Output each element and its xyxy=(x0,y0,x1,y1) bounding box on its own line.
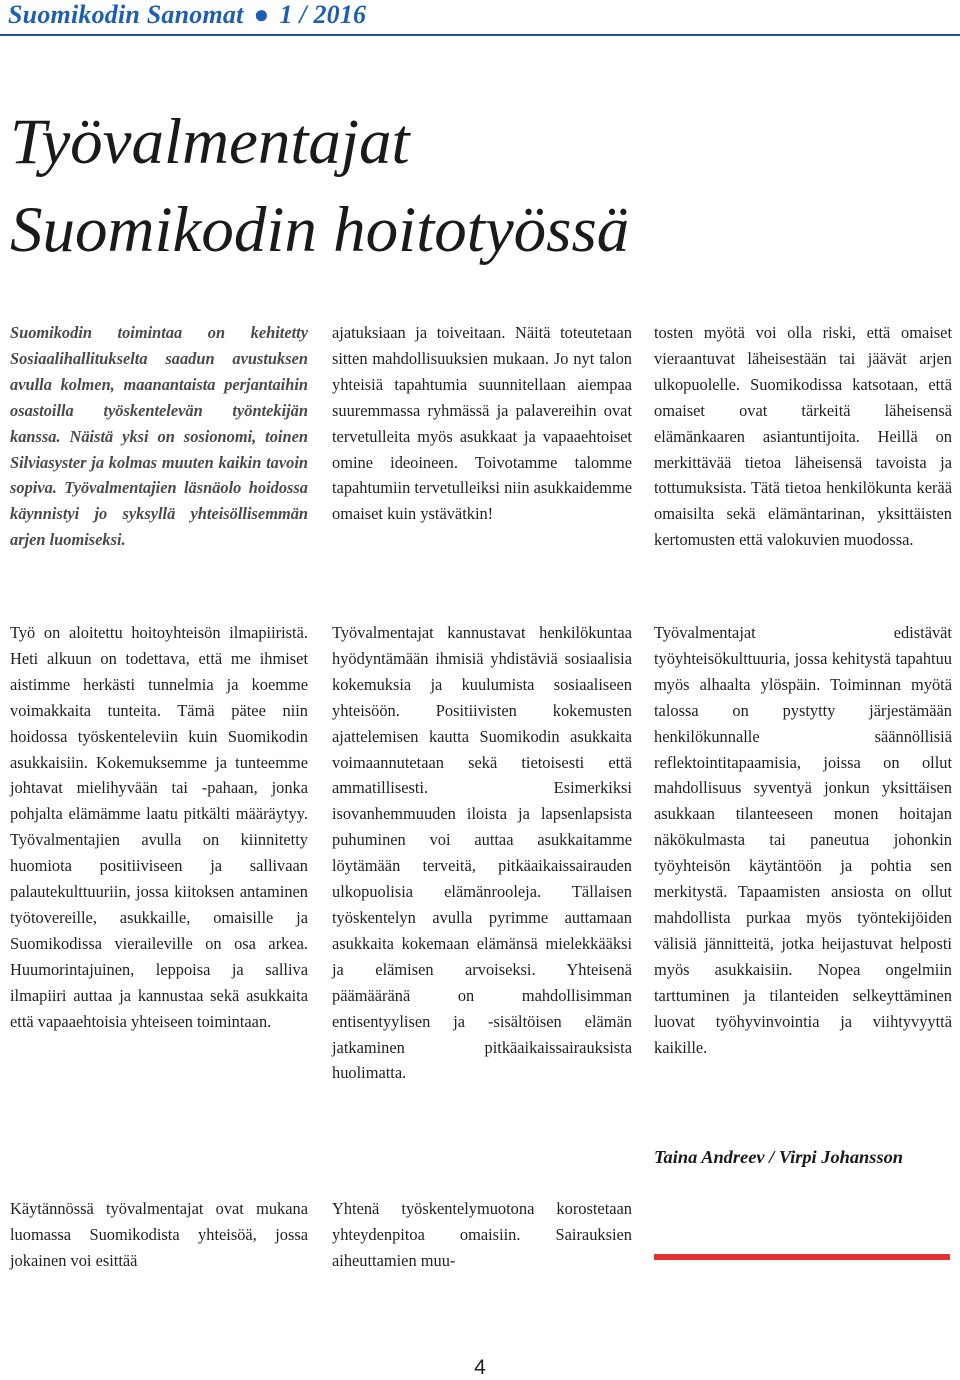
column-3-paragraph-2: Työvalmentajat edistävät työyhteisökulttuuria, jossa kehitystä tapahtuu myös alhaalta ylöspäin. Toiminnan myötä talossa on pystytty järjestämään henkilökunnalle säännöllisiä reflektointitapaamisia, joissa on ollut mahdollisuus syventyä jonkun yksittäisen asukkaan tilanteeseen monen hoitajan näkökulmasta tai paneutua johonkin työyhteisön käytäntöön ja pohtia sen merkitystä. Tapaamisten ansiosta on ollut mahdollista purkaa myös työntekijöiden välisiä jännitteitä, jotka heijastuvat helposti myös asukkaisiin. Nopea ongelmiin tarttuminen ja tilanteiden selkeyttäminen luovat työhyvinvointia ja viihtyvyyttä kaikille. xyxy=(654,623,952,1057)
column-1-paragraph-2: Käytännössä työvalmentajat ovat mukana luomassa Suomikodista yhteisöä, jossa jokainen voi esittää xyxy=(10,1199,308,1270)
title-line-1: Työvalmentajat xyxy=(10,106,410,178)
column-2-paragraph-3: Yhtenä työskentelymuotona korostetaan yhteydenpitoa omaisiin. Sairauksien aiheuttamien muu- xyxy=(332,1199,632,1270)
issue-number: 1 / 2016 xyxy=(279,0,367,29)
column-2-paragraph-2: Työvalmentajat kannustavat henkilökuntaa hyödyntämään ihmisiä yhdistäviä sosiaalisia kokemuksia ja kuulumista sosiaaliseen yhteisöön. Positiivisten kokemusten ajattelemisen kautta Suomikodin asukkaita voimaannutetaan sekä tietoisesti että ammatillisesti. Esimerkiksi isovanhemmuuden iloista ja lapsenlapsista puhuminen voi auttaa asukkaitamme löytämään terveitä, pitkäaikaissairauden ulkopuolisia elämänrooleja. Tällaisen työskentelyn avulla pyrimme auttamaan asukkaita kokemaan elämänsä mielekkääksi ja elämisen arvoiseksi. Yhteisenä päämääränä on mahdollisimman entisentyylisen ja -sisältöisen elämän jatkaminen pitkäaikaissairauksista huolimatta. xyxy=(332,623,632,1083)
publication-name: Suomikodin Sanomat xyxy=(8,0,244,29)
page-number: 4 xyxy=(474,1356,486,1379)
page-header xyxy=(0,0,960,36)
column-2-paragraph-1: ajatuksiaan ja toiveitaan. Näitä toteutetaan sitten mahdollisuuksien mukaan. Jo nyt talon yhteisiä tapahtumia suunnitellaan aiempaa suuremmassa ryhmässä ja palavereihin ovat tervetulleita myös asukkaat ja vapaaehtoiset omine ideoineen. Toivotamme talomme tapahtumiin tervetulleiksi niin asukkaidemme omaiset kuin ystävätkin! xyxy=(332,323,632,524)
column-1-paragraph-1: Työ on aloitettu hoitoyhteisön ilmapiiristä. Heti alkuun on todettava, että me ihmiset aistimme herkästi tunnelmia ja koemme voimakkaita tunteita. Tämä pätee niin hoidossa työskenteleviin kuin Suomikodin asukkaisiin. Kokemuksemme ja tunteemme johtavat mielihyvään tai -pahaan, jonka pohjalta elämämme laatu pitkälti määräytyy. Työvalmentajien avulla on kiinnitetty huomiota positiiviseen ja sallivaan palautekulttuuriin, jossa kiitoksen antaminen työtovereille, asukkaille, omaisille ja Suomikodissa vieraileville on osa arkea. Huumorintajuinen, leppoisa ja salliva ilmapiiri auttaa ja kannustaa sekä asukkaita että vapaaehtoisia yhteiseen toimintaan. xyxy=(10,623,308,1031)
header-text xyxy=(8,0,366,30)
bullet-dot-icon: ● xyxy=(253,0,270,29)
article-authors: Taina Andreev / Virpi Johansson xyxy=(654,1147,904,1167)
title-line-2: Suomikodin hoitotyössä xyxy=(10,194,630,266)
article-lead: Suomikodin toimintaa on kehitetty Sosiaalihallitukselta saadun avustuksen avulla kolmen, maanantaista perjantaihin osastoilla työskentelevän työntekijän kanssa. Näistä yksi on sosionomi, toinen Silviasyster ja kolmas muuten kaikin tavoin sopiva. Työvalmentajien läsnäolo hoidossa käynnistyi jo syksyllä yhteisöllisemmän arjen luomiseksi. xyxy=(10,323,308,550)
article-title xyxy=(10,98,950,274)
column-3-paragraph-1: tosten myötä voi olla riski, että omaiset vieraantuvat läheisestään tai jäävät arjen ulkopuolelle. Suomikodissa katsotaan, että omaiset ovat tärkeitä läheisensä elämänkaaren asiantuntijoita. Heillä on merkittävää tietoa läheisensä tavoista ja tottumuksista. Tätä tietoa henkilökunta kerää omaisilta sekä elämäntarinan, yksittäisten kertomusten että valokuvien muodossa. xyxy=(654,323,952,550)
red-divider-bar xyxy=(654,1254,950,1260)
